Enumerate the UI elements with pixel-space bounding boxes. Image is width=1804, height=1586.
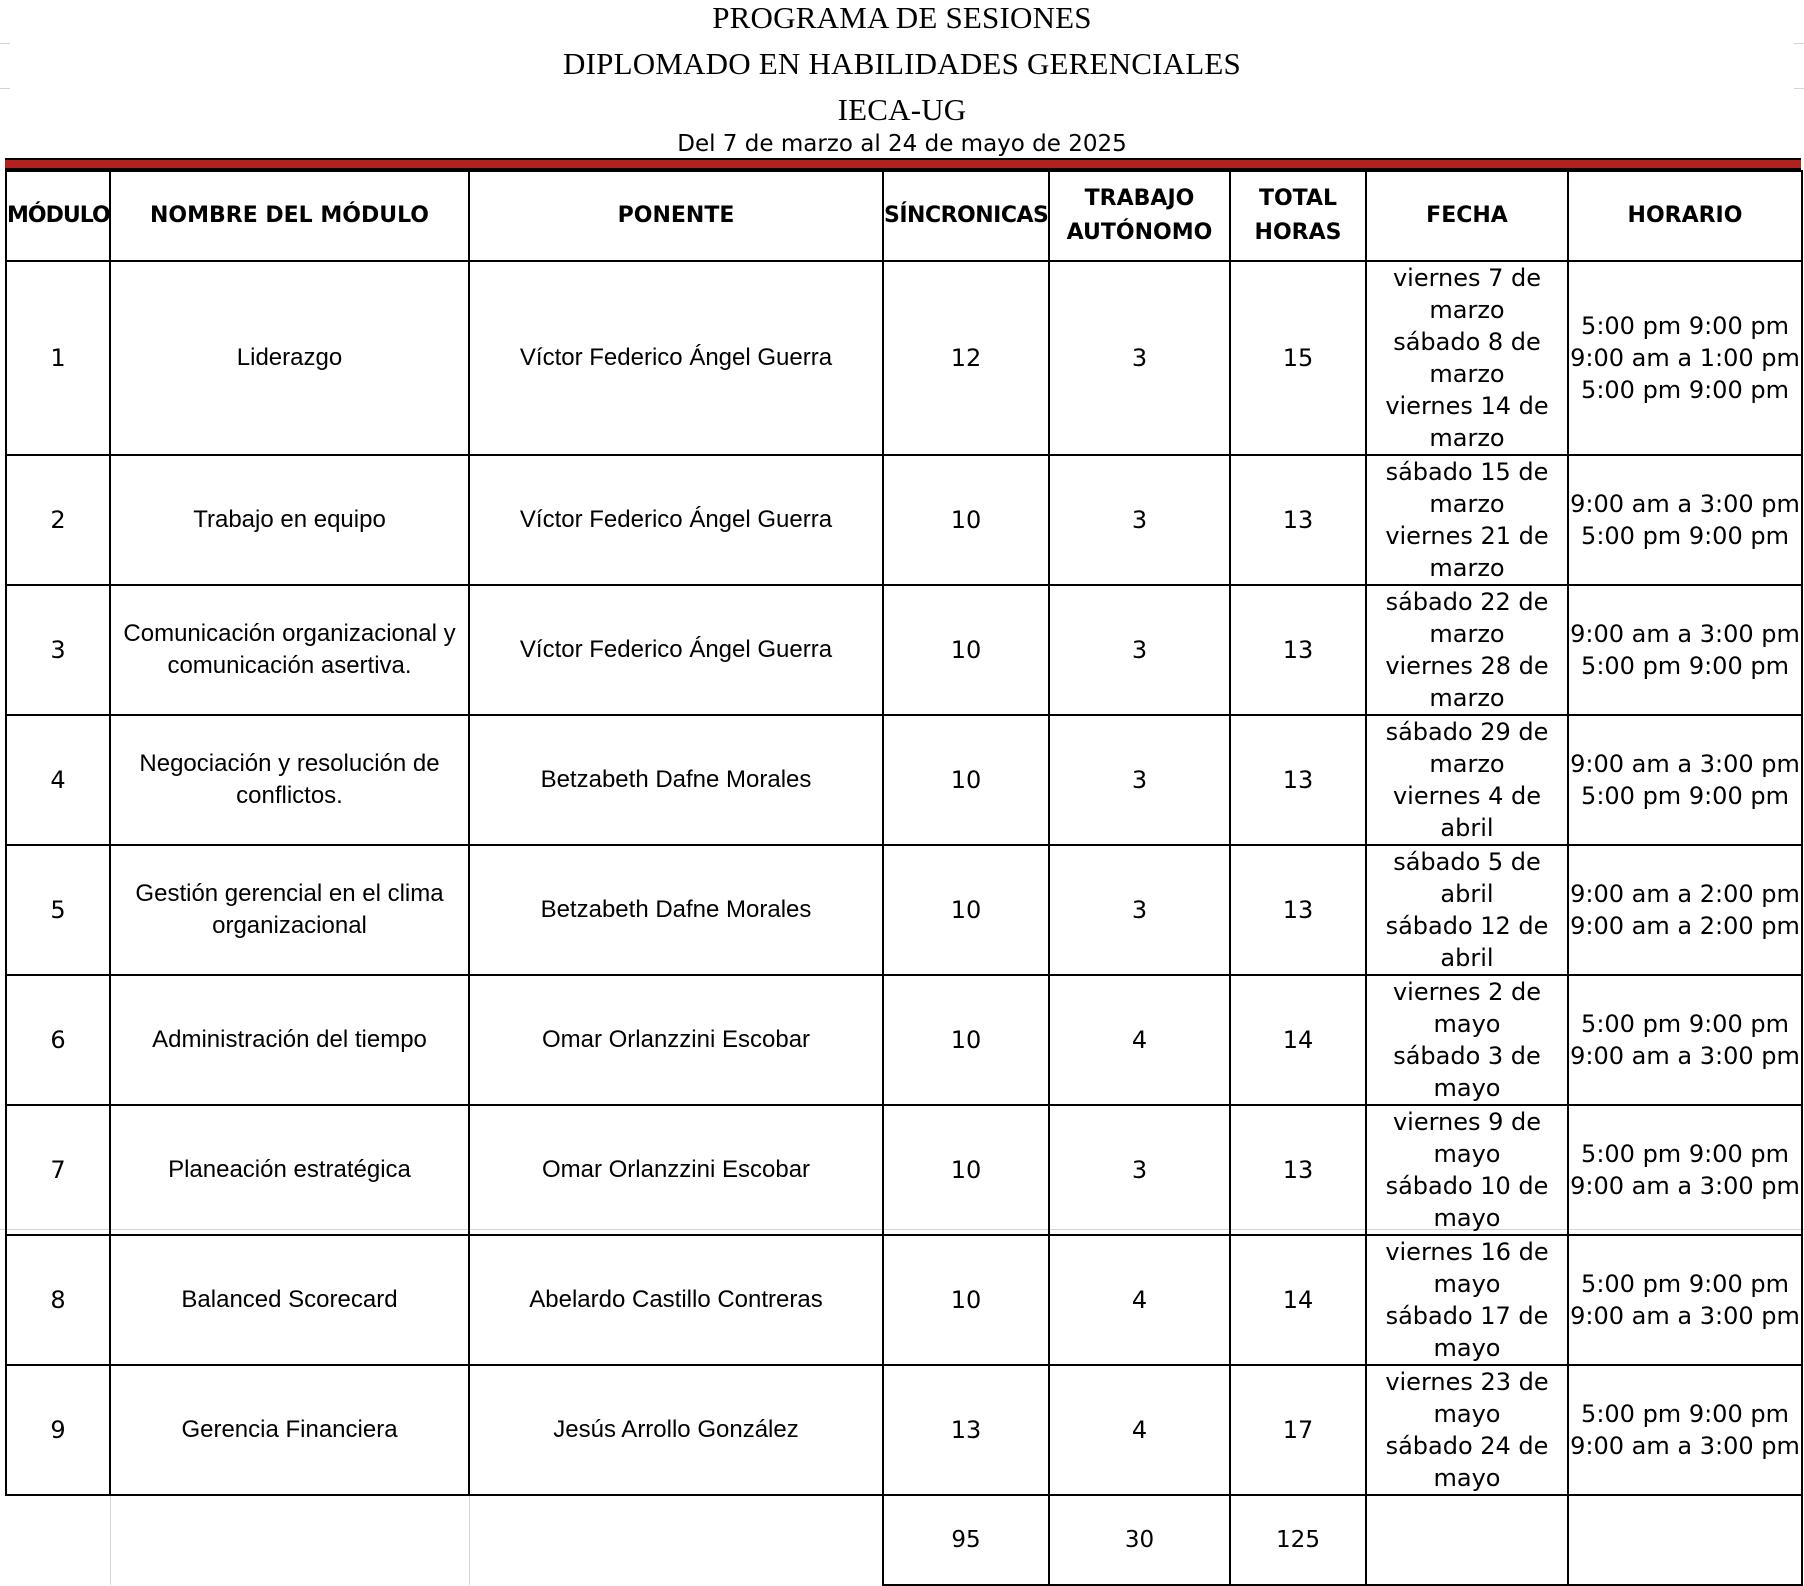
cell-total: 14 <box>1230 1235 1366 1365</box>
cell-sincronicas: 10 <box>883 975 1049 1105</box>
cell-horario <box>1568 1235 1802 1365</box>
cell-horario-line: 9:00 am a 3:00 pm <box>1570 1172 1800 1200</box>
cell-autonomo: 3 <box>1049 715 1230 845</box>
cell-nombre <box>110 1105 469 1235</box>
cell-modulo: 7 <box>6 1105 110 1235</box>
cell-total: 13 <box>1230 1105 1366 1235</box>
totals-blank <box>1568 1495 1802 1585</box>
cell-horario <box>1568 845 1802 975</box>
col-header-ponente: PONENTE <box>469 171 883 261</box>
cell-ponente: Omar Orlanzzini Escobar <box>469 975 883 1105</box>
header-title: PROGRAMA DE SESIONES <box>712 0 1092 35</box>
cell-horario-line: 9:00 am a 2:00 pm <box>1570 880 1800 908</box>
cell-ponente: Jesús Arrollo González <box>469 1365 883 1495</box>
cell-nombre-line: Trabajo en equipo <box>193 506 386 533</box>
cell-autonomo: 3 <box>1049 455 1230 585</box>
cell-fecha-line: viernes 21 de marzo <box>1385 522 1549 582</box>
table-row <box>6 261 1802 455</box>
totals-row <box>6 1495 1802 1585</box>
cell-total: 15 <box>1230 261 1366 455</box>
totals-blank <box>1366 1495 1568 1585</box>
cell-ponente: Víctor Federico Ángel Guerra <box>469 455 883 585</box>
cell-autonomo: 3 <box>1049 585 1230 715</box>
cell-horario-line: 9:00 am a 3:00 pm <box>1570 620 1800 648</box>
cell-ponente: Omar Orlanzzini Escobar <box>469 1105 883 1235</box>
cell-modulo: 8 <box>6 1235 110 1365</box>
table-row <box>6 845 1802 975</box>
cell-fecha-line: viernes 7 de marzo <box>1392 264 1542 324</box>
cell-nombre-line: Negociación y resolución de <box>139 750 440 777</box>
cell-fecha-line: viernes 16 de mayo <box>1385 1238 1549 1298</box>
cell-modulo: 4 <box>6 715 110 845</box>
cell-modulo: 2 <box>6 455 110 585</box>
cell-fecha-line: viernes 23 de mayo <box>1385 1368 1549 1428</box>
cell-horario-line: 9:00 am a 1:00 pm <box>1570 344 1800 372</box>
cell-modulo: 1 <box>6 261 110 455</box>
cell-fecha <box>1366 845 1568 975</box>
total-horas: 125 <box>1230 1495 1366 1585</box>
cell-nombre-line: Gestión gerencial en el clima <box>135 880 444 907</box>
cell-ponente: Abelardo Castillo Contreras <box>469 1235 883 1365</box>
cell-horario-line: 9:00 am a 3:00 pm <box>1570 1302 1800 1330</box>
cell-autonomo: 3 <box>1049 261 1230 455</box>
cell-horario-line: 9:00 am a 2:00 pm <box>1570 912 1800 940</box>
cell-sincronicas: 10 <box>883 715 1049 845</box>
cell-nombre <box>110 1365 469 1495</box>
cell-fecha <box>1366 261 1568 455</box>
header-date-range: Del 7 de marzo al 24 de mayo de 2025 <box>677 131 1127 157</box>
cell-modulo: 6 <box>6 975 110 1105</box>
total-autonomo: 30 <box>1049 1495 1230 1585</box>
cell-autonomo: 4 <box>1049 1235 1230 1365</box>
sessions-table <box>5 170 1803 1586</box>
header-program: DIPLOMADO EN HABILIDADES GERENCIALES <box>563 46 1241 81</box>
table-row <box>6 585 1802 715</box>
cell-fecha-line: sábado 15 de marzo <box>1385 458 1549 518</box>
cell-fecha-line: sábado 10 de mayo <box>1385 1172 1549 1232</box>
cell-horario-line: 5:00 pm 9:00 pm <box>1581 1140 1789 1168</box>
cell-ponente: Víctor Federico Ángel Guerra <box>469 261 883 455</box>
cell-horario <box>1568 975 1802 1105</box>
cell-fecha-line: viernes 28 de marzo <box>1385 652 1549 712</box>
cell-fecha <box>1366 715 1568 845</box>
col-header-horario: HORARIO <box>1568 171 1802 261</box>
cell-fecha-line: viernes 2 de mayo <box>1392 978 1542 1038</box>
cell-fecha-line: sábado 17 de mayo <box>1385 1302 1549 1362</box>
totals-blank <box>6 1495 110 1585</box>
cell-horario-line: 5:00 pm 9:00 pm <box>1581 1270 1789 1298</box>
cell-nombre <box>110 975 469 1105</box>
table-row <box>6 455 1802 585</box>
cell-fecha-line: sábado 22 de marzo <box>1385 588 1549 648</box>
cell-sincronicas: 12 <box>883 261 1049 455</box>
cell-fecha-line: viernes 9 de mayo <box>1392 1108 1542 1168</box>
cell-nombre <box>110 261 469 455</box>
cell-horario <box>1568 261 1802 455</box>
cell-horario <box>1568 585 1802 715</box>
cell-horario-line: 5:00 pm 9:00 pm <box>1581 652 1789 680</box>
cell-fecha-line: sábado 3 de mayo <box>1393 1042 1541 1102</box>
cell-horario-line: 5:00 pm 9:00 pm <box>1581 312 1789 340</box>
col-header-fecha: FECHA <box>1366 171 1568 261</box>
cell-sincronicas: 13 <box>883 1365 1049 1495</box>
cell-autonomo: 3 <box>1049 1105 1230 1235</box>
table-row <box>6 1365 1802 1495</box>
cell-nombre <box>110 1235 469 1365</box>
cell-horario-line: 5:00 pm 9:00 pm <box>1581 1400 1789 1428</box>
cell-sincronicas: 10 <box>883 845 1049 975</box>
cell-ponente: Betzabeth Dafne Morales <box>469 845 883 975</box>
cell-nombre-line: organizacional <box>212 912 367 939</box>
cell-fecha <box>1366 1105 1568 1235</box>
cell-horario <box>1568 1365 1802 1495</box>
col-header-total-line1: TOTAL <box>1258 186 1338 211</box>
cell-horario-line: 5:00 pm 9:00 pm <box>1581 522 1789 550</box>
cell-fecha-line: sábado 5 de abril <box>1393 848 1541 908</box>
cell-fecha <box>1366 975 1568 1105</box>
cell-total: 14 <box>1230 975 1366 1105</box>
cell-horario <box>1568 455 1802 585</box>
cell-nombre <box>110 715 469 845</box>
gridline <box>0 88 10 89</box>
cell-total: 13 <box>1230 715 1366 845</box>
cell-autonomo: 4 <box>1049 975 1230 1105</box>
cell-horario-line: 9:00 am a 3:00 pm <box>1570 1042 1800 1070</box>
table-row <box>6 975 1802 1105</box>
cell-horario-line: 9:00 am a 3:00 pm <box>1570 750 1800 778</box>
cell-nombre-line: Planeación estratégica <box>168 1156 411 1183</box>
header-institution: IECA-UG <box>837 92 967 127</box>
cell-nombre-line: Comunicación organizacional y <box>123 620 456 647</box>
col-header-nombre: NOMBRE DEL MÓDULO <box>110 171 469 261</box>
cell-sincronicas: 10 <box>883 455 1049 585</box>
cell-fecha-line: viernes 4 de abril <box>1392 782 1542 842</box>
table-row <box>6 1105 1802 1235</box>
cell-total: 13 <box>1230 455 1366 585</box>
cell-fecha-line: sábado 29 de marzo <box>1385 718 1549 778</box>
col-header-autonomo <box>1049 171 1230 261</box>
cell-modulo: 3 <box>6 585 110 715</box>
cell-horario <box>1568 1105 1802 1235</box>
total-sincronicas: 95 <box>883 1495 1049 1585</box>
cell-autonomo: 4 <box>1049 1365 1230 1495</box>
cell-total: 17 <box>1230 1365 1366 1495</box>
col-header-total <box>1230 171 1366 261</box>
cell-nombre-line: Administración del tiempo <box>152 1026 427 1053</box>
table-header-row <box>6 171 1802 261</box>
accent-bar <box>5 158 1801 170</box>
cell-nombre-line: Balanced Scorecard <box>181 1286 398 1313</box>
cell-fecha <box>1366 585 1568 715</box>
cell-nombre <box>110 845 469 975</box>
cell-fecha-line: viernes 14 de marzo <box>1385 392 1549 452</box>
cell-total: 13 <box>1230 585 1366 715</box>
cell-fecha <box>1366 1235 1568 1365</box>
cell-modulo: 9 <box>6 1365 110 1495</box>
cell-ponente: Víctor Federico Ángel Guerra <box>469 585 883 715</box>
table-row <box>6 715 1802 845</box>
cell-horario-line: 9:00 am a 3:00 pm <box>1570 1432 1800 1460</box>
gridline <box>1794 43 1804 44</box>
gridline <box>1794 88 1804 89</box>
cell-horario-line: 5:00 pm 9:00 pm <box>1581 376 1789 404</box>
gridline <box>0 43 10 44</box>
cell-nombre-line: Gerencia Financiera <box>181 1416 398 1443</box>
cell-nombre-line: conflictos. <box>236 782 343 809</box>
cell-nombre <box>110 585 469 715</box>
totals-blank <box>469 1495 883 1585</box>
col-header-sincronicas: SÍNCRONICAS <box>883 171 1049 261</box>
cell-nombre-line: Liderazgo <box>236 344 343 371</box>
cell-horario <box>1568 715 1802 845</box>
cell-sincronicas: 10 <box>883 1105 1049 1235</box>
cell-fecha <box>1366 455 1568 585</box>
cell-fecha-line: sábado 8 de marzo <box>1393 328 1541 388</box>
col-header-modulo: MÓDULO <box>6 171 110 261</box>
cell-nombre-line: comunicación asertiva. <box>167 652 412 679</box>
cell-horario-line: 5:00 pm 9:00 pm <box>1581 1010 1789 1038</box>
cell-nombre <box>110 455 469 585</box>
cell-modulo: 5 <box>6 845 110 975</box>
cell-ponente: Betzabeth Dafne Morales <box>469 715 883 845</box>
cell-sincronicas: 10 <box>883 1235 1049 1365</box>
col-header-autonomo-line1: TRABAJO <box>1084 186 1195 211</box>
table-row <box>6 1235 1802 1365</box>
cell-fecha-line: sábado 12 de abril <box>1385 912 1549 972</box>
cell-fecha <box>1366 1365 1568 1495</box>
cell-horario-line: 9:00 am a 3:00 pm <box>1570 490 1800 518</box>
cell-fecha-line: sábado 24 de mayo <box>1385 1432 1549 1492</box>
col-header-total-line2: HORAS <box>1254 220 1342 245</box>
col-header-autonomo-line2: AUTÓNOMO <box>1066 220 1213 245</box>
cell-sincronicas: 10 <box>883 585 1049 715</box>
cell-autonomo: 3 <box>1049 845 1230 975</box>
totals-blank <box>110 1495 469 1585</box>
cell-total: 13 <box>1230 845 1366 975</box>
cell-horario-line: 5:00 pm 9:00 pm <box>1581 782 1789 810</box>
